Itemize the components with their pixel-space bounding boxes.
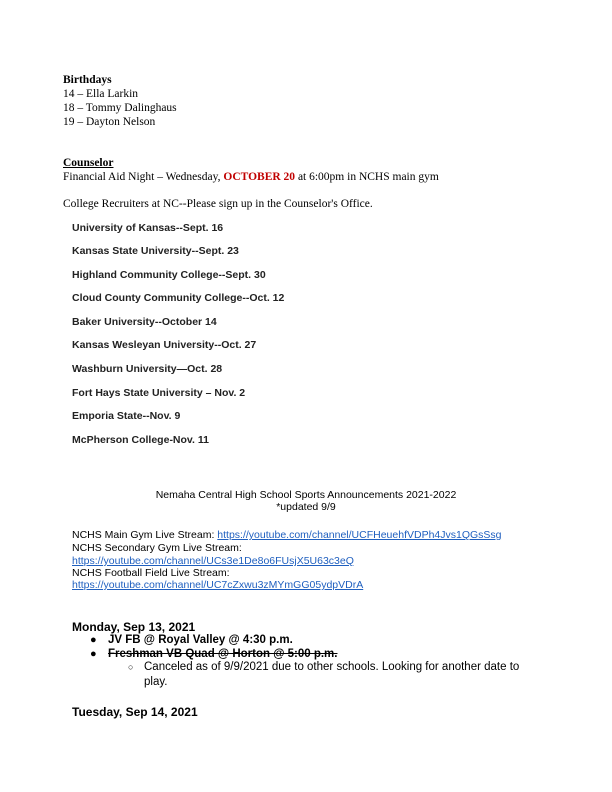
college-visit: Washburn University—Oct. 28 — [72, 363, 223, 375]
main-gym-stream — [72, 529, 502, 542]
college-visit: Highland Community College--Sept. 30 — [72, 269, 266, 281]
recruiters-intro: College Recruiters at NC--Please sign up in the Counselor's Office. — [63, 198, 373, 210]
college-visit: Cloud County Community College--Oct. 12 — [72, 292, 285, 304]
college-visit: University of Kansas--Sept. 16 — [72, 222, 224, 234]
birthdays-heading: Birthdays — [63, 74, 112, 86]
football-field-link[interactable]: https://youtube.com/channel/UC7cZxwu3zMYmGG05ydpVDrA — [72, 579, 364, 591]
college-visit: Emporia State--Nov. 9 — [72, 410, 181, 422]
secondary-gym-link[interactable]: https://youtube.com/channel/UCs3e1De8o6FUsjX5U63c3eQ — [72, 555, 354, 567]
football-field-label: NCHS Football Field Live Stream: — [72, 567, 230, 579]
event-item: JV FB @ Royal Valley @ 4:30 p.m. — [108, 634, 293, 646]
financial-aid-line — [63, 170, 439, 184]
sports-updated: *updated 9/9 — [276, 501, 336, 513]
birthday-item: 19 – Dayton Nelson — [63, 116, 156, 128]
birthday-item: 18 – Tommy Dalinghaus — [63, 102, 177, 114]
day-heading: Tuesday, Sep 14, 2021 — [72, 705, 198, 719]
college-visit: Kansas Wesleyan University--Oct. 27 — [72, 339, 257, 351]
counselor-heading: Counselor — [63, 157, 114, 169]
financial-aid-date: OCTOBER 20 — [223, 171, 296, 183]
college-visit: Kansas State University--Sept. 23 — [72, 245, 239, 257]
cancel-note-cont: play. — [144, 676, 168, 688]
day-heading: Monday, Sep 13, 2021 — [72, 620, 196, 634]
college-visit: Baker University--October 14 — [72, 316, 217, 328]
main-gym-link[interactable]: https://youtube.com/channel/UCFHeuehfVDPh4Jvs1QGsSsg — [217, 529, 502, 541]
bullet-icon: ● — [90, 634, 97, 646]
bullet-icon: ● — [90, 648, 97, 660]
college-visit: Fort Hays State University – Nov. 2 — [72, 387, 246, 399]
financial-aid-details: at 6:00pm in NCHS main gym — [295, 171, 439, 183]
financial-aid-text: Financial Aid Night – Wednesday, — [63, 171, 224, 183]
college-visit: McPherson College-Nov. 11 — [72, 434, 209, 446]
sports-title: Nemaha Central High School Sports Announcements 2021-2022 — [155, 489, 457, 501]
cancel-note: Canceled as of 9/9/2021 due to other schools. Looking for another date to — [144, 661, 520, 673]
event-item-canceled: Freshman VB Quad @ Horton @ 5:00 p.m. — [108, 648, 338, 660]
secondary-gym-label: NCHS Secondary Gym Live Stream: — [72, 542, 242, 554]
main-gym-label: NCHS Main Gym Live Stream: — [72, 529, 218, 541]
birthday-item: 14 – Ella Larkin — [63, 88, 139, 100]
sub-bullet-icon: ○ — [128, 662, 134, 672]
